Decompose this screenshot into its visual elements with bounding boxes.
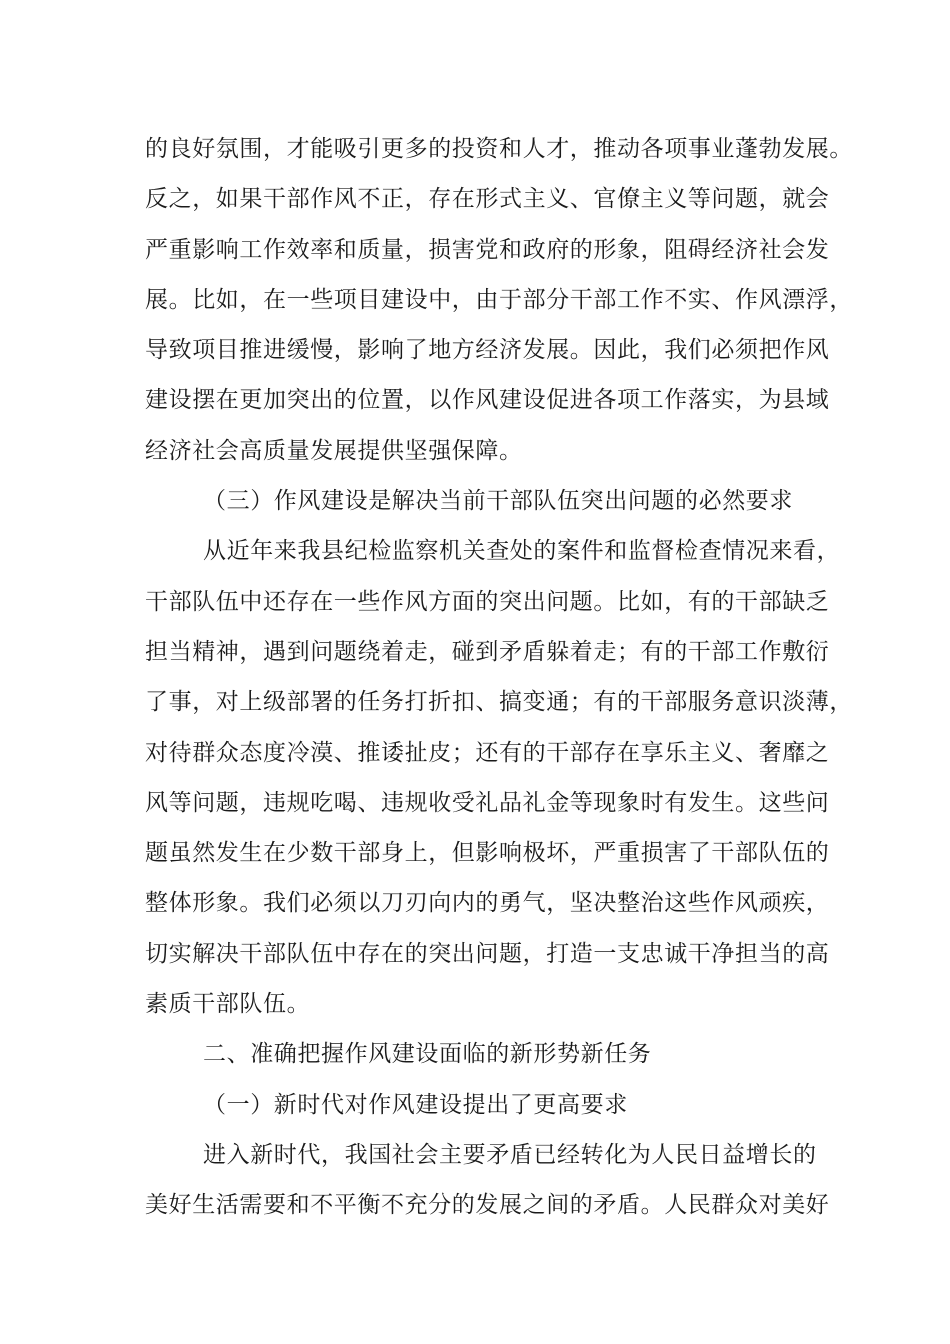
section-heading: 二、准确把握作风建设面临的新形势新任务 (203, 1041, 652, 1068)
text-line: 题虽然发生在少数干部身上，但影响极坏，严重损害了干部队伍的 (145, 840, 830, 867)
text-line: 展。比如，在一些项目建设中，由于部分干部工作不实、作风漂浮， (145, 286, 853, 313)
text-line: 导致项目推进缓慢，影响了地方经济发展。因此，我们必须把作风 (145, 337, 830, 364)
text-line: 经济社会高质量发展提供坚强保障。 (145, 437, 523, 464)
text-line: 担当精神，遇到问题绕着走，碰到矛盾躲着走；有的干部工作敷衍 (145, 638, 830, 665)
text-line: 风等问题，违规吃喝、违规收受礼品礼金等现象时有发生。这些问 (145, 789, 830, 816)
paragraph-first-line: 从近年来我县纪检监察机关查处的案件和监督检查情况来看， (203, 538, 841, 565)
document-body (145, 124, 853, 1231)
text-line: 了事，对上级部署的任务打折扣、搞变通；有的干部服务意识淡薄， (145, 689, 853, 716)
text-line: 美好生活需要和不平衡不充分的发展之间的矛盾。人民群众对美好 (145, 1192, 830, 1219)
text-line: 整体形象。我们必须以刀刃向内的勇气，坚决整治这些作风顽疾， (145, 890, 830, 917)
text-line: 素质干部队伍。 (145, 991, 311, 1018)
text-line: 反之，如果干部作风不正，存在形式主义、官僚主义等问题，就会 (145, 186, 830, 213)
text-line: 严重影响工作效率和质量，损害党和政府的形象，阻碍经济社会发 (145, 236, 830, 263)
paragraph-first-line: 进入新时代，我国社会主要矛盾已经转化为人民日益增长的 (203, 1141, 817, 1168)
text-line: 干部队伍中还存在一些作风方面的突出问题。比如，有的干部缺乏 (145, 588, 830, 615)
text-line: 的良好氛围，才能吸引更多的投资和人才，推动各项事业蓬勃发展。 (145, 136, 853, 162)
text-line: 对待群众态度冷漠、推诿扯皮；还有的干部存在享乐主义、奢靡之 (145, 739, 830, 766)
text-line: 切实解决干部队伍中存在的突出问题，打造一支忠诚干净担当的高 (145, 940, 830, 967)
section-subheading: （一）新时代对作风建设提出了更高要求 (203, 1091, 628, 1118)
section-subheading: （三）作风建设是解决当前干部队伍突出问题的必然要求 (203, 488, 793, 515)
text-line: 建设摆在更加突出的位置，以作风建设促进各项工作落实，为县域 (145, 387, 830, 414)
